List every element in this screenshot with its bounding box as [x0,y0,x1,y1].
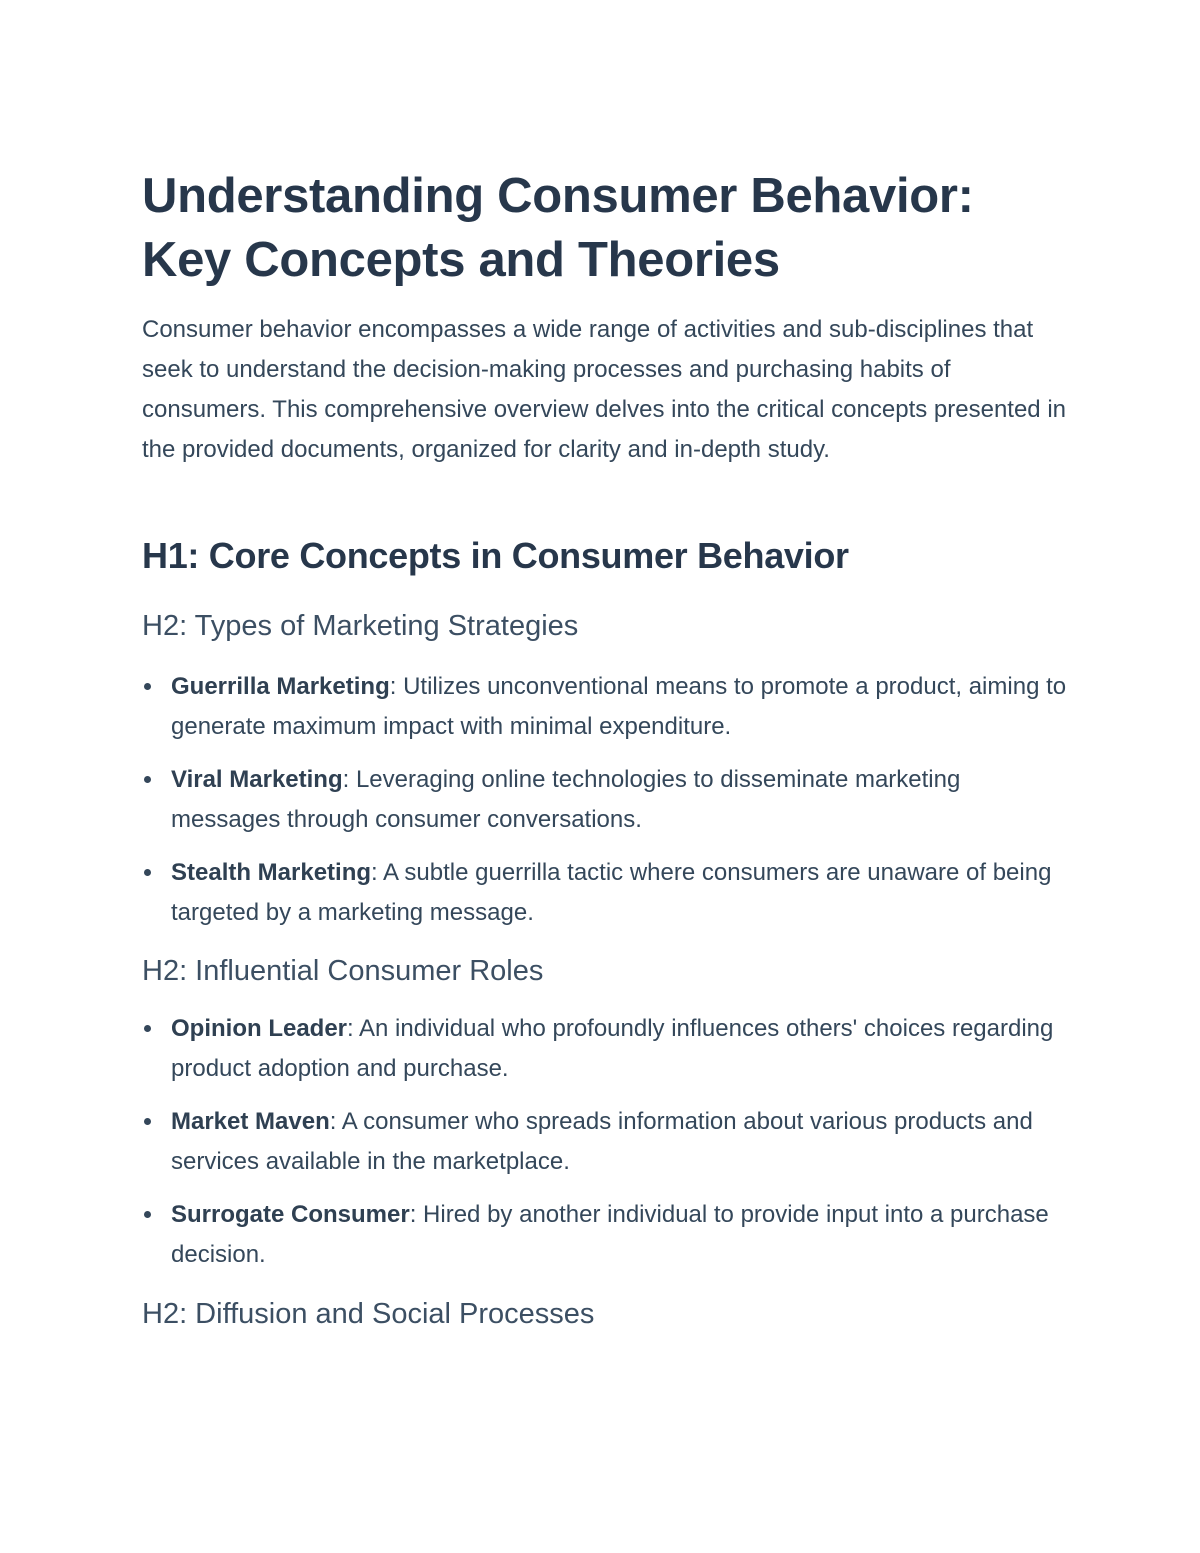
bullet-icon [144,1118,151,1125]
list-item [142,1102,1072,1182]
bullet-icon [144,869,151,876]
consumer-roles-list [142,1009,1072,1288]
term-label: Market Maven [171,1108,330,1135]
bullet-icon [144,1025,151,1032]
term-label: Guerrilla Marketing [171,673,390,700]
marketing-strategies-list [142,667,1072,946]
section-heading-core-concepts: H1: Core Concepts in Consumer Behavior [142,535,849,576]
term-label: Viral Marketing [171,766,343,793]
list-item [142,853,1072,933]
bullet-icon [144,1211,151,1218]
list-item [142,667,1072,747]
term-label: Stealth Marketing [171,859,372,886]
bullet-icon [144,776,151,783]
term-label: Surrogate Consumer [171,1201,410,1228]
term-description: : A consumer who spreads information about various products and services available in the marketplace. [171,1108,1033,1175]
list-item [142,1195,1072,1275]
subheading-consumer-roles: H2: Influential Consumer Roles [142,955,544,987]
bullet-icon [144,683,151,690]
term-description: : Hired by another individual to provide input into a purchase decision. [171,1201,1049,1268]
term-description: : An individual who profoundly influences others' choices regarding product adoption and purchase. [171,1015,1054,1082]
term-description: : Utilizes unconventional means to promote a product, aiming to generate maximum impact with minimal expenditure. [171,673,1067,740]
term-description: : Leveraging online technologies to disseminate marketing messages through consumer conversations. [171,766,961,833]
subheading-marketing-strategies: H2: Types of Marketing Strategies [142,610,579,642]
term-description: : A subtle guerrilla tactic where consumers are unaware of being targeted by a marketing message. [171,859,1052,926]
intro-paragraph: Consumer behavior encompasses a wide range of activities and sub-disciplines that seek to understand the decision-making processes and purchasing habits of consumers. This comprehensive overview delves into the critical concepts presented in the provided documents, organized for clarity and in-depth study. [142,316,1066,463]
document-title: Understanding Consumer Behavior: Key Concepts and Theories [142,169,974,287]
subheading-diffusion: H2: Diffusion and Social Processes [142,1298,595,1330]
list-item [142,1009,1072,1089]
term-label: Opinion Leader [171,1015,348,1042]
list-item [142,760,1072,840]
